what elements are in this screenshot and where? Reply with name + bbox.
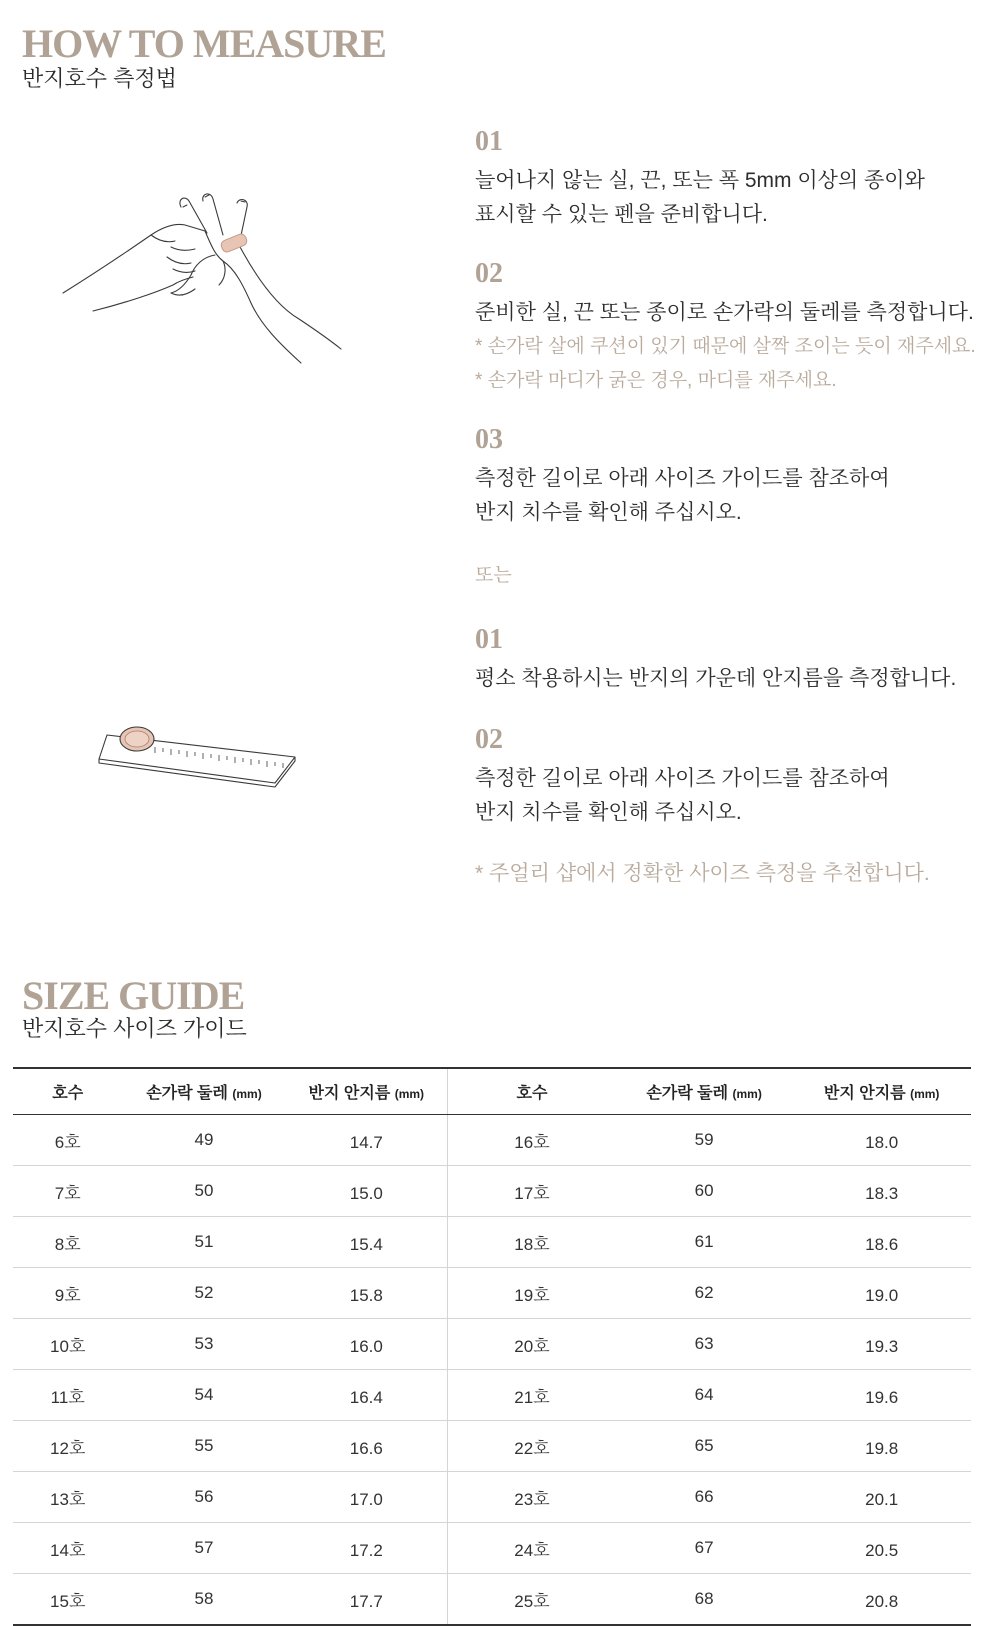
cell-diameter: 16.4 [286,1370,448,1421]
final-recommendation-note: * 주얼리 샵에서 정확한 사이즈 측정을 추천합니다. [475,862,930,885]
cell-diameter: 20.8 [865,1592,899,1611]
cell-circumference: 53 [122,1319,285,1370]
size-guide-title: SIZE GUIDE [22,973,245,1018]
step-b-02 [475,726,995,830]
cell-diameter: 14.7 [286,1115,448,1166]
cell-circumference: 57 [122,1523,285,1574]
step-note: * 손가락 마디가 굵은 경우, 마디를 재주세요. [475,370,837,391]
header-diameter: 반지 안지름 (mm) [286,1068,448,1115]
cell-size: 19호 [448,1268,616,1319]
step-number: 01 [475,624,503,655]
cell-circumference: 62 [616,1268,793,1319]
cell-diameter: 17.0 [286,1472,448,1523]
table-row [13,1268,971,1319]
step-text: 측정한 길이로 아래 사이즈 가이드를 참조하여 [475,767,890,790]
cell-circumference: 55 [122,1421,285,1472]
cell-circumference: 58 [194,1589,214,1608]
cell-diameter: 15.8 [286,1268,448,1319]
cell-circumference: 59 [616,1115,793,1166]
step-number: 02 [475,258,503,289]
table-row [13,1523,971,1574]
cell-size: 10호 [13,1319,122,1370]
step-a-03 [475,426,995,530]
cell-circumference: 54 [122,1370,285,1421]
cell-diameter: 19.6 [792,1370,971,1421]
step-number: 02 [475,724,503,755]
size-guide-subtitle: 반지호수 사이즈 가이드 [22,1016,247,1041]
cell-size: 17호 [448,1166,616,1217]
cell-circumference: 56 [122,1472,285,1523]
table-row [13,1421,971,1472]
step-text: 준비한 실, 끈 또는 종이로 손가락의 둘레를 측정합니다. [475,301,974,324]
cell-circumference: 52 [122,1268,285,1319]
cell-size: 12호 [13,1421,122,1472]
step-b-01 [475,626,995,696]
step-text: 측정한 길이로 아래 사이즈 가이드를 참조하여 [475,467,890,490]
cell-diameter: 19.8 [792,1421,971,1472]
step-number: 01 [475,126,503,157]
cell-diameter: 16.6 [286,1421,448,1472]
step-text: 반지 치수를 확인해 주십시오. [475,501,742,524]
table-row [13,1370,971,1421]
cell-diameter: 16.0 [286,1319,448,1370]
cell-circumference: 61 [616,1217,793,1268]
cell-circumference: 65 [616,1421,793,1472]
cell-size: 14호 [13,1523,122,1574]
header-diameter: 반지 안지름 (mm) [792,1068,971,1115]
cell-size: 11호 [13,1370,122,1421]
cell-diameter: 15.4 [286,1217,448,1268]
cell-diameter: 17.7 [286,1574,448,1626]
table-row [13,1472,971,1523]
cell-size: 18호 [448,1217,616,1268]
cell-circumference: 64 [616,1370,793,1421]
cell-diameter: 20.1 [792,1472,971,1523]
cell-circumference: 50 [122,1166,285,1217]
cell-size: 15호 [50,1591,86,1611]
table-row [13,1319,971,1370]
cell-circumference: 66 [616,1472,793,1523]
cell-circumference: 49 [122,1115,285,1166]
cell-size: 9호 [13,1268,122,1319]
cell-diameter: 20.5 [792,1523,971,1574]
table-row [13,1217,971,1268]
cell-diameter: 18.6 [792,1217,971,1268]
table-row [13,1574,971,1626]
header-size: 호수 [448,1068,616,1115]
cell-diameter: 19.3 [792,1319,971,1370]
cell-size: 7호 [13,1166,122,1217]
how-to-measure-subtitle: 반지호수 측정법 [22,66,177,91]
cell-circumference: 68 [694,1589,714,1608]
cell-diameter: 18.3 [792,1166,971,1217]
step-text: 표시할 수 있는 펜을 준비합니다. [475,203,768,226]
step-text: 반지 치수를 확인해 주십시오. [475,801,742,824]
cell-circumference: 51 [122,1217,285,1268]
header-size: 호수 [13,1068,122,1115]
cell-size: 23호 [448,1472,616,1523]
cell-size: 22호 [448,1421,616,1472]
step-number: 03 [475,424,503,455]
table-header-row [13,1068,971,1115]
cell-size: 20호 [448,1319,616,1370]
cell-size: 16호 [448,1115,616,1166]
cell-diameter: 15.0 [286,1166,448,1217]
cell-circumference: 67 [616,1523,793,1574]
ring-on-ruler-illustration [95,705,315,795]
cell-diameter: 19.0 [792,1268,971,1319]
hand-measuring-illustration [55,185,355,385]
cell-size: 13호 [13,1472,122,1523]
cell-diameter: 17.2 [286,1523,448,1574]
cell-diameter: 18.0 [792,1115,971,1166]
cell-size: 24호 [448,1523,616,1574]
cell-size: 21호 [448,1370,616,1421]
header-circumference: 손가락 둘레 (mm) [616,1068,793,1115]
step-text: 늘어나지 않는 실, 끈, 또는 폭 5mm 이상의 종이와 [475,169,925,192]
cell-size: 25호 [514,1591,550,1611]
how-to-measure-title: HOW TO MEASURE [22,21,386,66]
header-circumference: 손가락 둘레 (mm) [122,1068,285,1115]
table-row [13,1166,971,1217]
step-a-01 [475,128,995,232]
or-divider-text: 또는 [475,565,512,586]
step-a-02 [475,260,995,398]
cell-size: 8호 [13,1217,122,1268]
cell-size: 6호 [13,1115,122,1166]
size-guide-table [13,1067,971,1626]
cell-circumference: 63 [616,1319,793,1370]
table-row [13,1115,971,1166]
step-text: 평소 착용하시는 반지의 가운데 안지름을 측정합니다. [475,667,957,690]
cell-circumference: 60 [616,1166,793,1217]
step-note: * 손가락 살에 쿠션이 있기 때문에 살짝 조이는 듯이 재주세요. [475,336,976,357]
